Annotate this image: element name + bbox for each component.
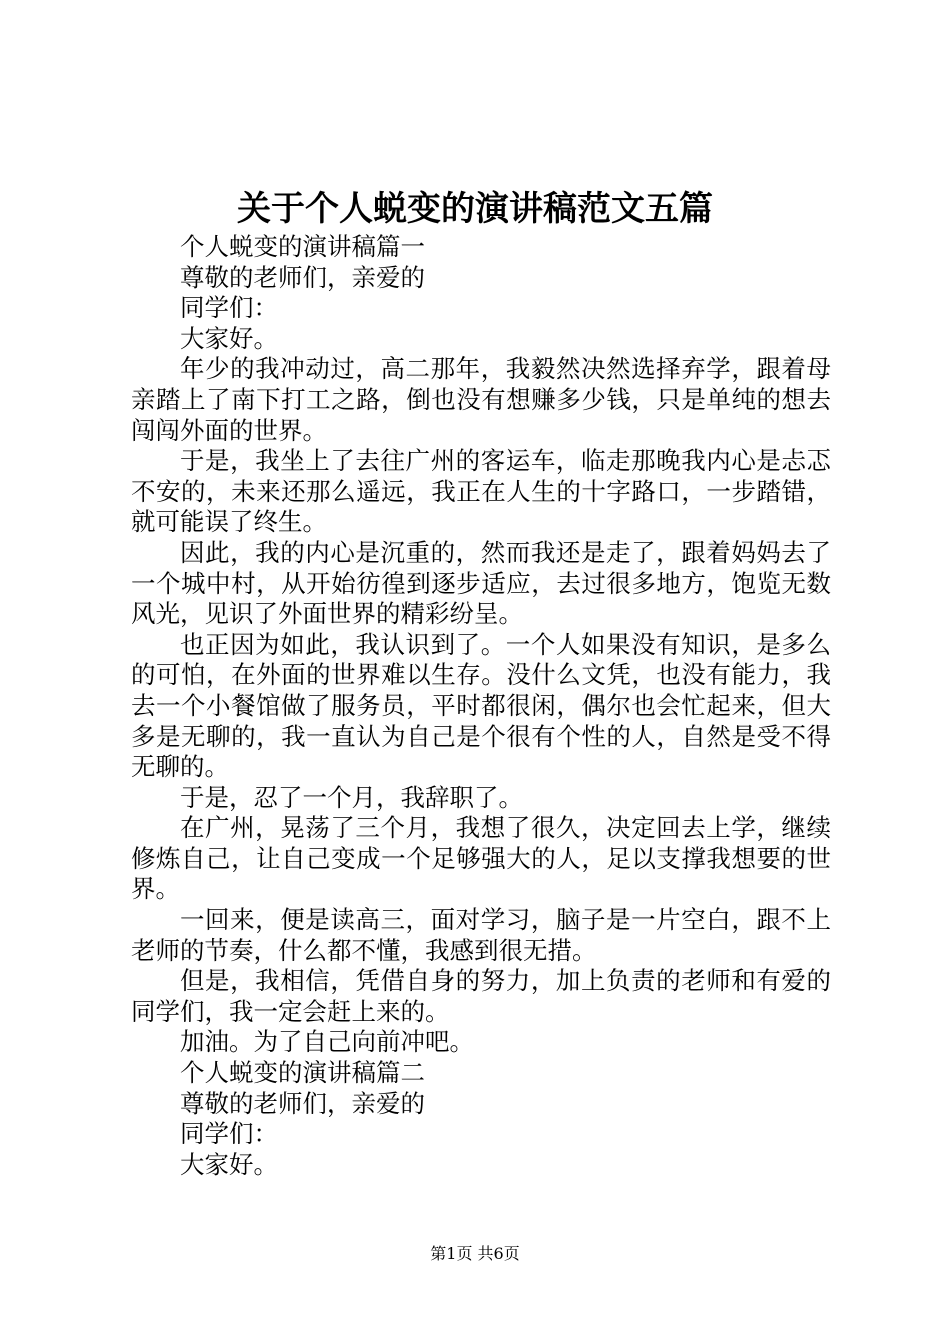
paragraph: 因此，我的内心是沉重的，然而我还是走了，跟着妈妈去了一个城中村，从开始彷徨到逐步适应，去过很多地方，饱览无数风光，见识了外面世界的精彩纷呈。 bbox=[131, 537, 831, 629]
paragraph: 但是，我相信，凭借自身的努力，加上负责的老师和有爱的同学们，我一定会赶上来的。 bbox=[131, 966, 831, 1026]
document-body bbox=[131, 232, 831, 1180]
paragraph: 也正因为如此，我认识到了。一个人如果没有知识，是多么的可怕，在外面的世界难以生存。没什么文凭，也没有能力，我去一个小餐馆做了服务员，平时都很闲，偶尔也会忙起来，但大多是无聊的，我一直认为自己是个很有个性的人，自然是受不得无聊的。 bbox=[131, 629, 831, 782]
page-footer: 第1页 共6页 bbox=[430, 1244, 520, 1263]
paragraph: 同学们： bbox=[180, 293, 278, 323]
paragraph: 于是，忍了一个月，我辞职了。 bbox=[180, 782, 523, 812]
document-title: 关于个人蜕变的演讲稿范文五篇 bbox=[237, 189, 713, 229]
paragraph: 个人蜕变的演讲稿篇二 bbox=[180, 1058, 425, 1088]
paragraph: 一回来，便是读高三，面对学习，脑子是一片空白，跟不上老师的节奏，什么都不懂，我感到很无措。 bbox=[131, 905, 831, 965]
paragraph: 个人蜕变的演讲稿篇一 bbox=[180, 232, 425, 261]
paragraph: 大家好。 bbox=[180, 1149, 278, 1179]
paragraph: 尊敬的老师们，亲爱的 bbox=[180, 1088, 425, 1118]
paragraph: 同学们： bbox=[180, 1119, 278, 1149]
paragraph: 加油。为了自己向前冲吧。 bbox=[180, 1027, 474, 1057]
paragraph: 在广州，晃荡了三个月，我想了很久，决定回去上学，继续修炼自己，让自己变成一个足够强大的人，足以支撑我想要的世界。 bbox=[131, 813, 831, 904]
paragraph: 年少的我冲动过，高二那年，我毅然决然选择弃学，跟着母亲踏上了南下打工之路，倒也没有想赚多少钱，只是单纯的想去闯闯外面的世界。 bbox=[131, 354, 831, 445]
paragraph: 于是，我坐上了去往广州的客运车，临走那晚我内心是忐忑不安的，未来还那么遥远，我正在人生的十字路口，一步踏错，就可能误了终生。 bbox=[131, 446, 831, 537]
paragraph: 大家好。 bbox=[180, 323, 278, 353]
paragraph: 尊敬的老师们，亲爱的 bbox=[180, 262, 425, 292]
